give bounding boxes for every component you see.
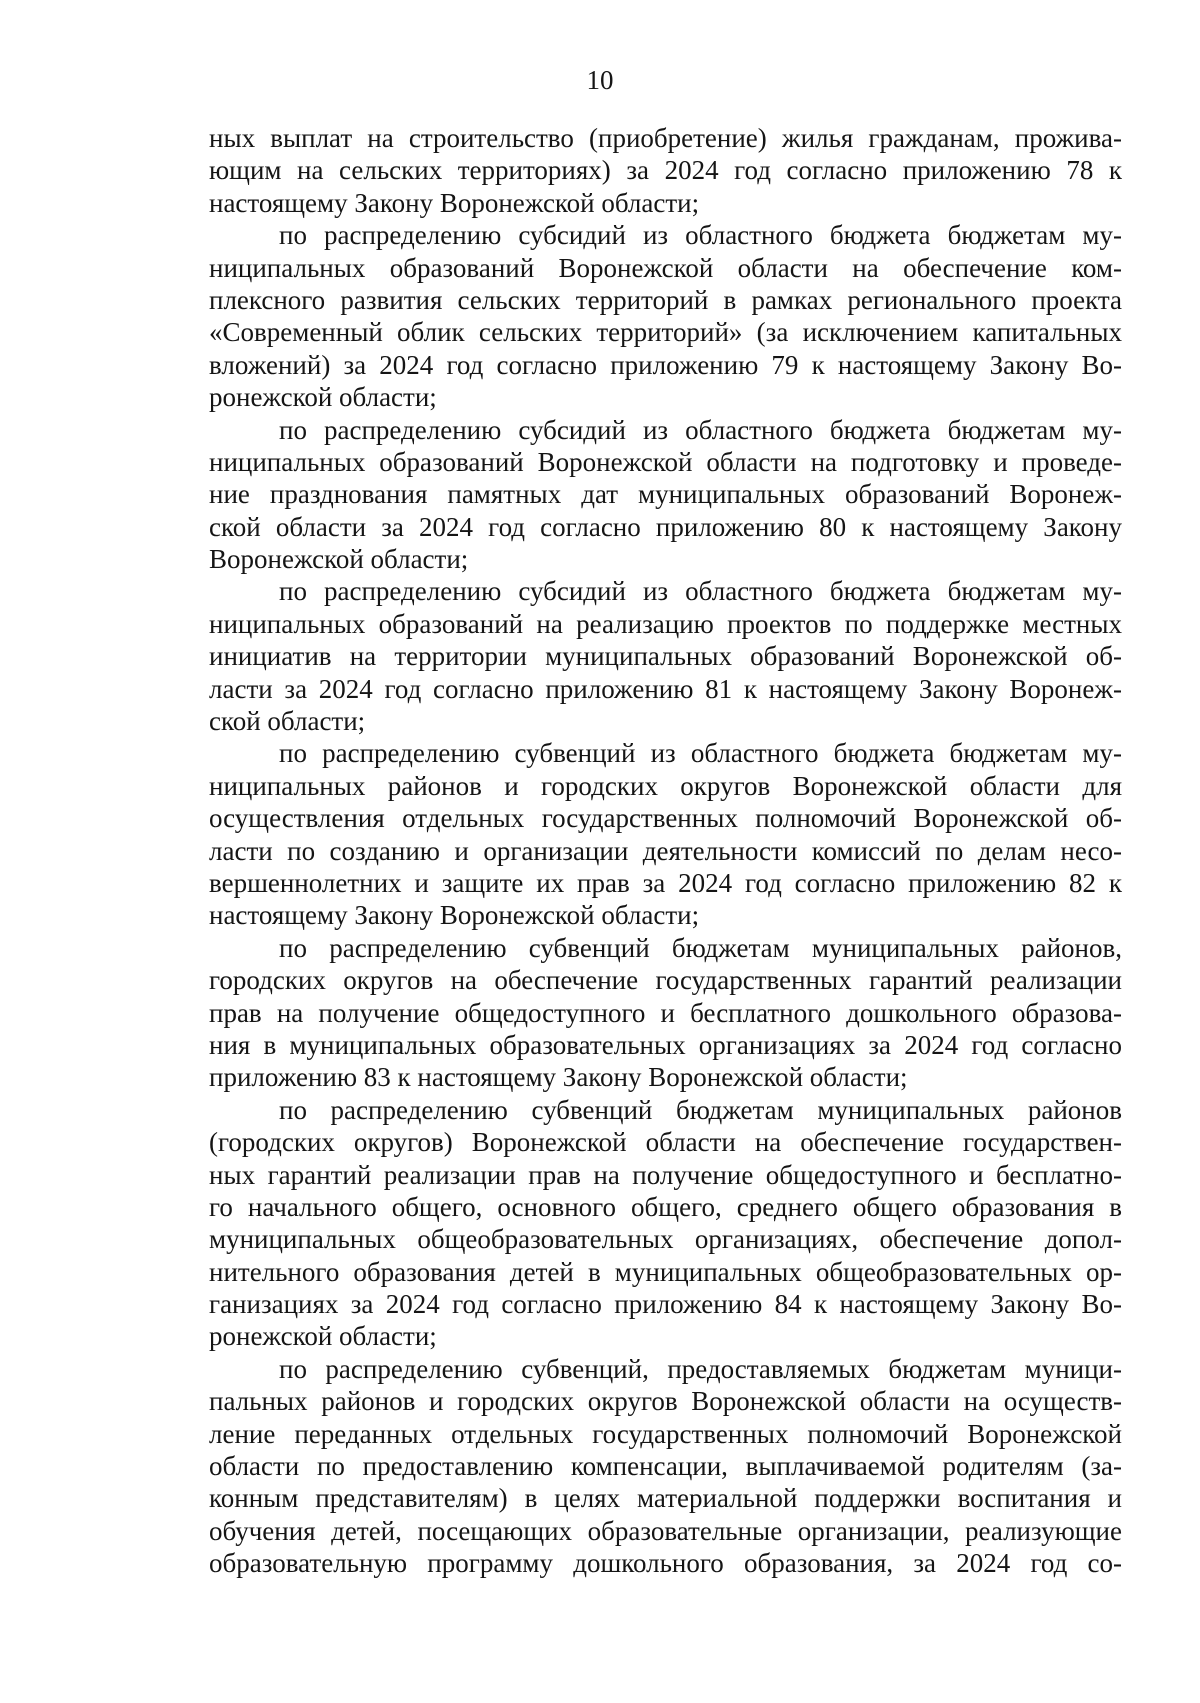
paragraph bbox=[209, 219, 1122, 413]
text-line: инициатив на территории муниципальных образований Воронежской об- bbox=[209, 641, 1122, 672]
text-line: го начального общего, основного общего, среднего общего образования в bbox=[209, 1191, 1122, 1222]
text-line: по распределению субвенций, предоставляемых бюджетам муници- bbox=[279, 1353, 1122, 1384]
text-line: настоящему Закону Воронежской области; bbox=[209, 900, 700, 931]
text-line: настоящему Закону Воронежской области; bbox=[209, 187, 700, 218]
text-line: вложений) за 2024 год согласно приложению 79 к настоящему Закону Во- bbox=[209, 349, 1122, 380]
document-body bbox=[209, 122, 1122, 1580]
text-line: ление переданных отдельных государственных полномочий Воронежской bbox=[209, 1418, 1122, 1449]
text-line: ниципальных образований Воронежской области на подготовку и проведе- bbox=[209, 446, 1122, 477]
text-line: ных гарантий реализации прав на получение общедоступного и бесплатно- bbox=[209, 1159, 1122, 1190]
page-number: 10 bbox=[586, 65, 614, 95]
text-line: плексного развития сельских территорий в рамках регионального проекта bbox=[209, 284, 1122, 315]
text-line: Воронежской области; bbox=[209, 544, 469, 575]
paragraph bbox=[209, 737, 1122, 931]
text-line: ниципальных районов и городских округов Воронежской области для bbox=[209, 770, 1122, 801]
text-line: «Современный облик сельских территорий» (за исключением капитальных bbox=[209, 317, 1122, 348]
text-line: по распределению субсидий из областного бюджета бюджетам му- bbox=[279, 220, 1122, 251]
paragraph bbox=[209, 1353, 1122, 1580]
text-line: (городских округов) Воронежской области на обеспечение государствен- bbox=[209, 1127, 1122, 1158]
text-line: по распределению субсидий из областного бюджета бюджетам му- bbox=[279, 576, 1122, 607]
text-line: пальных районов и городских округов Воронежской области на осуществ- bbox=[209, 1386, 1122, 1417]
text-line: по распределению субвенций бюджетам муниципальных районов, bbox=[279, 932, 1122, 963]
text-line: ных выплат на строительство (приобретение) жилья гражданам, прожива- bbox=[209, 123, 1122, 153]
text-line: ласти за 2024 год согласно приложению 81 к настоящему Закону Воронеж- bbox=[209, 673, 1122, 704]
text-line: осуществления отдельных государственных полномочий Воронежской об- bbox=[209, 803, 1122, 834]
paragraph bbox=[209, 575, 1122, 737]
text-line: приложению 83 к настоящему Закону Воронежской области; bbox=[209, 1062, 908, 1093]
text-line: ронежской области; bbox=[209, 382, 437, 413]
text-line: ской области; bbox=[209, 706, 366, 737]
text-line: области по предоставлению компенсации, выплачиваемой родителям (за- bbox=[209, 1451, 1122, 1482]
paragraph bbox=[209, 414, 1122, 576]
text-line: ласти по созданию и организации деятельности комиссий по делам несо- bbox=[209, 835, 1122, 866]
text-line: образовательную программу дошкольного образования, за 2024 год со- bbox=[209, 1548, 1122, 1579]
text-line: муниципальных общеобразовательных организациях, обеспечение допол- bbox=[209, 1224, 1122, 1255]
text-line: по распределению субсидий из областного бюджета бюджетам му- bbox=[279, 414, 1122, 445]
text-line: конным представителям) в целях материальной поддержки воспитания и bbox=[209, 1483, 1122, 1514]
text-line: ниципальных образований на реализацию проектов по поддержке местных bbox=[209, 608, 1122, 639]
paragraph bbox=[209, 1094, 1122, 1353]
paragraph bbox=[209, 122, 1122, 219]
text-line: вершеннолетних и защите их прав за 2024 год согласно приложению 82 к bbox=[209, 867, 1122, 898]
text-line: ской области за 2024 год согласно приложению 80 к настоящему Закону bbox=[209, 511, 1122, 542]
text-line: по распределению субвенций бюджетам муниципальных районов bbox=[279, 1094, 1122, 1125]
text-line: ниципальных образований Воронежской области на обеспечение ком- bbox=[209, 252, 1122, 283]
text-line: по распределению субвенций из областного бюджета бюджетам му- bbox=[279, 738, 1122, 769]
text-line: обучения детей, посещающих образовательные организации, реализующие bbox=[209, 1515, 1122, 1546]
text-line: ния в муниципальных образовательных организациях за 2024 год согласно bbox=[209, 1029, 1122, 1060]
text-line: ющим на сельских территориях) за 2024 год согласно приложению 78 к bbox=[209, 155, 1122, 186]
text-line: ганизациях за 2024 год согласно приложению 84 к настоящему Закону Во- bbox=[209, 1289, 1122, 1320]
text-line: прав на получение общедоступного и бесплатного дошкольного образова- bbox=[209, 997, 1122, 1028]
text-line: ние празднования памятных дат муниципальных образований Воронеж- bbox=[209, 479, 1122, 510]
text-line: нительного образования детей в муниципальных общеобразовательных ор- bbox=[209, 1256, 1122, 1287]
text-line: ронежской области; bbox=[209, 1321, 437, 1352]
text-line: городских округов на обеспечение государственных гарантий реализации bbox=[209, 965, 1122, 996]
paragraph bbox=[209, 932, 1122, 1094]
